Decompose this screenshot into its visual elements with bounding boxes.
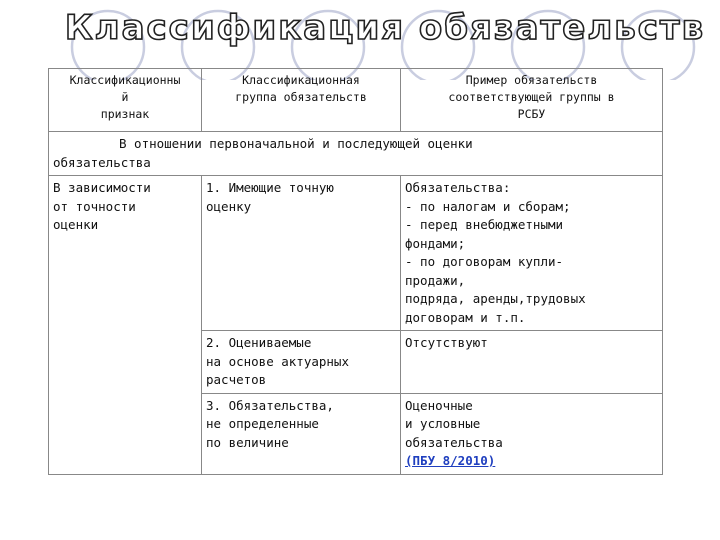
example-cell-3: Оценочные и условные обязательства (ПБУ 8/2010) (401, 393, 663, 474)
criterion-cell: В зависимости от точности оценки (49, 176, 202, 475)
example-cell-1: Обязательства: - по налогам и сборам; - перед внебюджетными фондами; - по договорам купли- продажи, подряда, аренды,трудовых договорам и т.п. (401, 176, 663, 331)
group-cell-2: 2. Оцениваемые на основе актуарных расчетов (202, 331, 401, 394)
example-cell-2: Отсутствуют (401, 331, 663, 394)
header-row (49, 69, 663, 132)
classification-table (48, 68, 663, 475)
table-row (49, 176, 663, 331)
group-cell-1: 1. Имеющие точную оценку (202, 176, 401, 331)
header-group: Классификационная группа обязательств (202, 69, 401, 132)
section-heading: В отношении первоначальной и последующей оценки обязательства (49, 132, 663, 176)
header-criterion: Классификационны й признак (49, 69, 202, 132)
group-cell-3: 3. Обязательства, не определенные по величине (202, 393, 401, 474)
section-row (49, 132, 663, 176)
pbu-link[interactable]: (ПБУ 8/2010) (405, 453, 496, 468)
header-example: Пример обязательств соответствующей группы в РСБУ (401, 69, 663, 132)
page-title: Классификация обязательств (64, 8, 706, 48)
